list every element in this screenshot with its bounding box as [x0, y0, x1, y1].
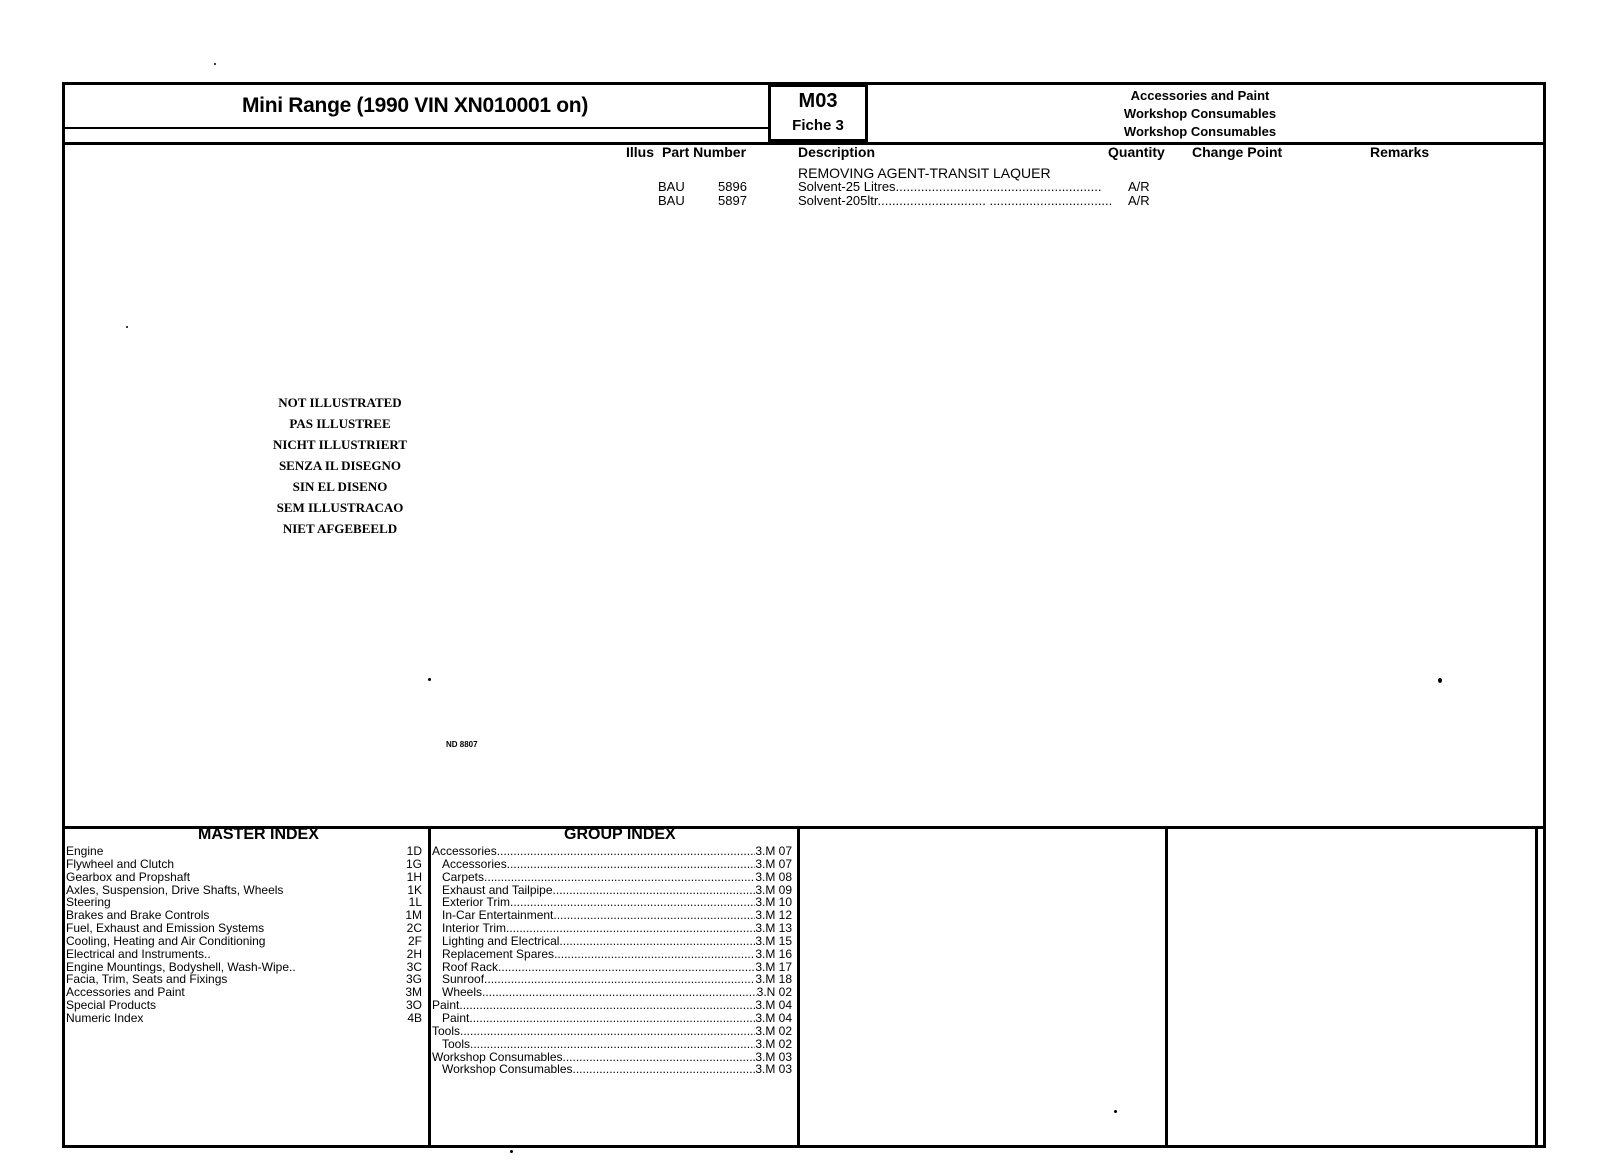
master-index-code: 2F — [407, 933, 422, 948]
master-index-code: 1M — [405, 908, 422, 923]
master-index-label: Engine — [66, 844, 104, 858]
leader-dots — [553, 884, 756, 897]
group-index-ref: 3.M 09 — [755, 882, 792, 897]
scan-speck — [510, 1150, 513, 1153]
group-index-item[interactable] — [432, 845, 792, 858]
group-index-label: Carpets — [442, 869, 485, 884]
group-index-label: Accessories — [432, 844, 497, 858]
index-col-4 — [1535, 826, 1538, 1146]
group-index-ref: 3.M 04 — [755, 1010, 792, 1025]
leader-dots — [559, 935, 755, 948]
col-description: Description — [798, 144, 876, 160]
master-index-item[interactable] — [66, 845, 422, 858]
col-part-number: Part Number — [662, 144, 747, 160]
master-index-code: 3G — [405, 972, 422, 987]
master-index-code: 2H — [406, 946, 422, 961]
master-index-label: Steering — [66, 895, 111, 910]
title-underline — [62, 127, 768, 129]
leader-dots — [460, 1025, 755, 1038]
master-index-label: Facia, Trim, Seats and Fixings — [66, 972, 228, 987]
group-index-item[interactable] — [432, 961, 792, 974]
scan-speck — [214, 63, 216, 65]
group-index-label: Sunroof — [442, 972, 485, 987]
master-index-item[interactable] — [66, 858, 422, 871]
leader-dots — [484, 973, 755, 986]
not-illustrated-line: SIN EL DISENO — [292, 479, 388, 494]
master-index-code: 2C — [406, 921, 422, 936]
group-index-ref: 3.M 02 — [755, 1023, 792, 1038]
master-index-code: 3O — [405, 998, 422, 1013]
leader-dots — [470, 1038, 755, 1051]
master-index-list — [66, 845, 422, 1025]
master-index-label: Axles, Suspension, Drive Shafts, Wheels — [66, 882, 284, 897]
leader-dots — [498, 961, 755, 974]
leader-dots — [459, 999, 755, 1012]
master-index-code: 1H — [406, 869, 422, 884]
part-number: 5897 — [718, 193, 747, 208]
not-illustrated-line: SENZA IL DISEGNO — [278, 458, 402, 473]
group-index-label: In-Car Entertainment — [442, 908, 554, 923]
group-index-item[interactable] — [432, 973, 792, 986]
section-line: Workshop Consumables — [1123, 106, 1277, 121]
group-index-label: Tools — [442, 1036, 471, 1051]
leader-dots — [506, 922, 755, 935]
group-index-ref: 3.M 07 — [755, 844, 792, 858]
col-change-point: Change Point — [1192, 144, 1283, 160]
not-illustrated-notice — [240, 392, 440, 539]
section-line: Workshop Consumables — [1123, 124, 1277, 139]
section-code: M03 — [798, 90, 838, 112]
leader-dots — [482, 986, 757, 999]
part-group-heading: REMOVING AGENT-TRANSIT LAQUER — [798, 165, 1051, 181]
group-index-item[interactable] — [432, 922, 792, 935]
page-title: Mini Range (1990 VIN XN010001 on) — [241, 94, 589, 117]
master-index-item[interactable] — [66, 1012, 422, 1025]
leader-dots — [573, 1063, 756, 1076]
master-index-label: Numeric Index — [66, 1010, 144, 1025]
group-index-label: Exterior Trim — [442, 895, 511, 910]
leader-dots — [554, 948, 755, 961]
group-index-ref: 3.M 15 — [755, 933, 792, 948]
col-quantity: Quantity — [1108, 144, 1165, 160]
section-line: Accessories and Paint — [1130, 88, 1270, 103]
group-index-item[interactable] — [432, 1038, 792, 1051]
group-index-label: Interior Trim — [442, 921, 507, 936]
group-index-item[interactable] — [432, 858, 792, 871]
master-index-label: Brakes and Brake Controls — [66, 908, 210, 923]
group-index-ref: 3.M 18 — [755, 972, 792, 987]
part-quantity: A/R — [1128, 179, 1150, 194]
group-index-label: Lighting and Electrical — [442, 933, 560, 948]
group-index-item[interactable] — [432, 1012, 792, 1025]
leader-dots — [563, 1051, 756, 1064]
master-index-label: Cooling, Heating and Air Conditioning — [66, 933, 266, 948]
part-description: Solvent-25 Litres......................................................... — [798, 180, 1102, 194]
leader-dots — [469, 1012, 755, 1025]
master-index-label: Gearbox and Propshaft — [66, 869, 191, 884]
leader-dots — [553, 909, 755, 922]
master-index-code: 3C — [406, 959, 422, 974]
index-col-3 — [1165, 826, 1168, 1146]
group-index-ref: 3.M 02 — [755, 1036, 792, 1051]
group-index-title: GROUP INDEX — [564, 826, 676, 843]
group-index-item[interactable] — [432, 1025, 792, 1038]
leader-dots — [484, 871, 755, 884]
leader-dots — [497, 845, 756, 858]
index-col-1 — [428, 826, 431, 1146]
col-illus: Illus — [626, 144, 655, 160]
group-index-label: Paint — [432, 998, 460, 1013]
section-titles — [1050, 87, 1350, 141]
master-index-code: 1D — [406, 844, 422, 858]
scan-speck — [1114, 1110, 1117, 1113]
master-index-item[interactable] — [66, 935, 422, 948]
master-index-label: Special Products — [66, 998, 157, 1013]
part-quantity: A/R — [1128, 193, 1150, 208]
master-index-label: Electrical and Instruments.. — [66, 946, 211, 961]
master-index-code: 1G — [405, 856, 422, 871]
group-index-ref: 3.M 03 — [755, 1062, 792, 1077]
group-index-item[interactable] — [432, 948, 792, 961]
group-index-label: Wheels — [442, 985, 483, 1000]
group-index-label: Accessories — [442, 856, 507, 871]
group-index-label: Paint — [442, 1010, 470, 1025]
group-index-ref: 3.M 04 — [755, 998, 792, 1013]
part-number: 5896 — [718, 179, 747, 194]
master-index-label: Engine Mountings, Bodyshell, Wash-Wipe.. — [66, 959, 296, 974]
part-prefix: BAU — [658, 179, 685, 194]
group-index-item[interactable] — [432, 999, 792, 1012]
group-index-list — [432, 845, 792, 1076]
master-index-label: Accessories and Paint — [66, 985, 185, 1000]
group-index-ref: 3.M 17 — [755, 959, 792, 974]
not-illustrated-line: NIET AFGEBEELD — [282, 521, 398, 536]
leader-dots — [507, 858, 756, 871]
group-index-item[interactable] — [432, 871, 792, 884]
col-remarks: Remarks — [1370, 144, 1430, 160]
scan-speck — [1438, 678, 1442, 683]
group-index-label: Workshop Consumables — [432, 1049, 563, 1064]
master-index-code: 1K — [407, 882, 422, 897]
master-index-item[interactable] — [66, 884, 422, 897]
group-index-ref: 3.M 10 — [755, 895, 792, 910]
group-index-ref: 3.M 16 — [755, 946, 792, 961]
group-index-ref: 3.M 12 — [755, 908, 792, 923]
master-index-code: 1L — [408, 895, 422, 910]
group-index-ref: 3.N 02 — [756, 985, 792, 1000]
master-index-label: Flywheel and Clutch — [66, 856, 175, 871]
group-index-item[interactable] — [432, 1063, 792, 1076]
group-index-label: Roof Rack — [442, 959, 499, 974]
group-index-item[interactable] — [432, 935, 792, 948]
part-prefix: BAU — [658, 193, 685, 208]
not-illustrated-line: NICHT ILLUSTRIERT — [272, 437, 408, 452]
master-index-code: 4B — [407, 1010, 422, 1025]
group-index-ref: 3.M 13 — [755, 921, 792, 936]
master-index-code: 3M — [405, 985, 422, 1000]
group-index-label: Replacement Spares — [442, 946, 555, 961]
fiche-label: Fiche 3 — [792, 117, 844, 134]
group-index-ref: 3.M 07 — [755, 856, 792, 871]
scan-speck — [126, 326, 128, 328]
not-illustrated-line: PAS ILLUSTREE — [289, 416, 391, 431]
group-index-item[interactable] — [432, 986, 792, 999]
group-index-ref: 3.M 03 — [755, 1049, 792, 1064]
fiche-code-box — [768, 84, 868, 142]
master-index-label: Fuel, Exhaust and Emission Systems — [66, 921, 265, 936]
master-index-item[interactable] — [66, 871, 422, 884]
group-index-label: Tools — [432, 1023, 461, 1038]
index-col-2 — [797, 826, 800, 1146]
scan-speck — [428, 678, 431, 681]
not-illustrated-line: SEM ILLUSTRACAO — [276, 500, 404, 515]
drawing-reference: ND 8807 — [446, 740, 478, 749]
group-index-ref: 3.M 08 — [755, 869, 792, 884]
master-index-item[interactable] — [66, 948, 422, 961]
master-index-item[interactable] — [66, 922, 422, 935]
group-index-label: Workshop Consumables — [442, 1062, 573, 1077]
part-description: Solvent-205ltr.............................. .................................. — [798, 194, 1113, 208]
master-index-title: MASTER INDEX — [198, 826, 319, 843]
group-index-label: Exhaust and Tailpipe — [442, 882, 553, 897]
not-illustrated-line: NOT ILLUSTRATED — [278, 395, 402, 410]
